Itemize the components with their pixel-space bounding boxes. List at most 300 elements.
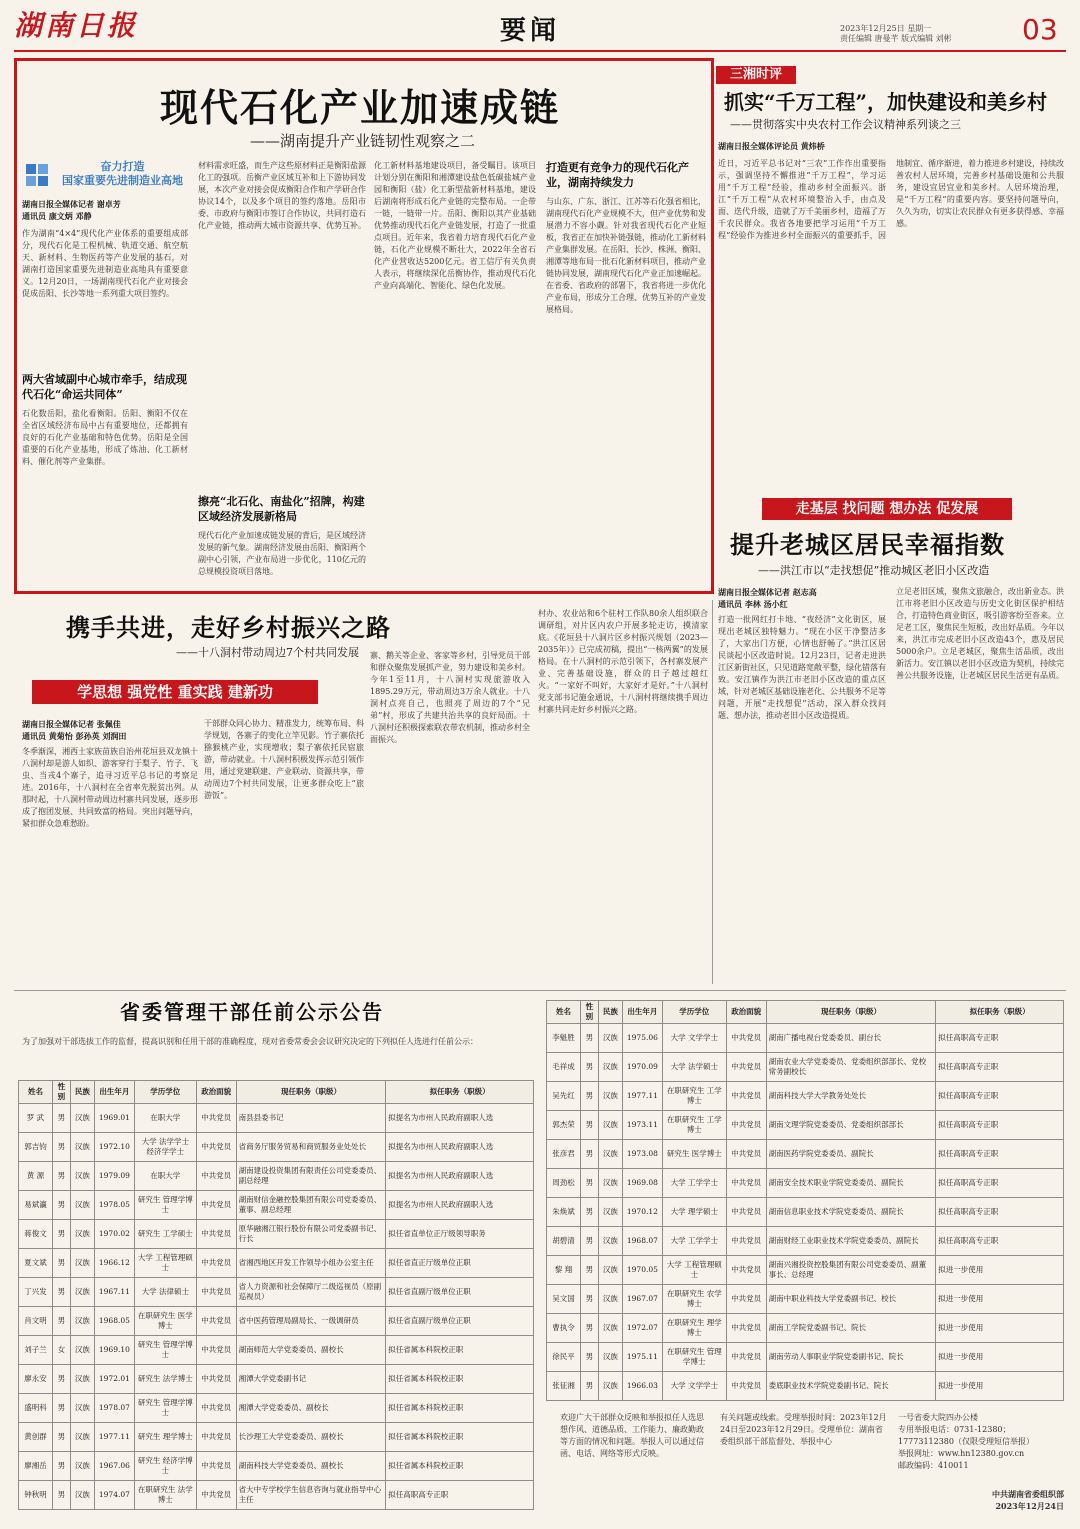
cell-ethnicity: 汉族 [70, 1133, 94, 1162]
cell-gender: 男 [52, 1423, 70, 1452]
col-party: 政治面貌 [726, 1001, 766, 1024]
col-party: 政治面貌 [196, 1081, 236, 1104]
badge-line1: 奋力打造 [100, 160, 145, 173]
cell-proposed-post: 拟进一步使用 [936, 1343, 1064, 1372]
cell-ethnicity: 汉族 [598, 1227, 622, 1256]
cell-gender: 男 [580, 1082, 598, 1111]
cell-party: 中共党员 [196, 1104, 236, 1133]
commentary-byline: 湖南日报全媒体评论员 黄炜桥 [718, 141, 825, 151]
cell-party: 中共党员 [726, 1169, 766, 1198]
cell-current-post: 南县县委书记 [236, 1104, 386, 1133]
cell-birth: 1973.08 [622, 1140, 662, 1169]
oldtown-headline: 提升老城区居民幸福指数 [730, 530, 1005, 559]
badge-icon [22, 158, 58, 190]
cell-name: 吴先红 [547, 1082, 581, 1111]
cell-current-post: 湖南财信金融控股集团有限公司党委委员、董事、副总经理 [236, 1191, 386, 1220]
cell-name: 郭吉钧 [19, 1133, 53, 1162]
cell-party: 中共党员 [196, 1365, 236, 1394]
lead-col-1b: 石化数岳阳，盐化看衡阳。岳阳、衡阳不仅在全省区域经济布局中占有重要地位，还都拥有良好的石化产业基础和特色优势。岳阳是全国重要的石化产业基地，形成了炼油、化工新材料、催化剂等产业集群。 [22, 409, 188, 466]
cell-party: 中共党员 [196, 1394, 236, 1423]
cell-gender: 男 [580, 1140, 598, 1169]
col-current-post: 现任职务（职级） [236, 1081, 386, 1104]
newspaper-logo: 湖南日报 [14, 9, 139, 42]
cell-proposed-post: 拟任高职高专正职 [936, 1140, 1064, 1169]
cell-gender: 男 [52, 1249, 70, 1278]
cell-current-post: 湘潭大学党委副书记 [236, 1365, 386, 1394]
table-row [19, 1220, 534, 1249]
col-proposed-post: 拟任职务（职级） [936, 1001, 1064, 1024]
cell-ethnicity: 汉族 [70, 1162, 94, 1191]
col-birth: 出生年月 [622, 1001, 662, 1024]
study-kicker: 学思想 强党性 重实践 建新功 [32, 680, 318, 704]
cell-name: 夏文斌 [19, 1249, 53, 1278]
cell-name: 郭杰荣 [547, 1111, 581, 1140]
cell-proposed-post: 拟进一步使用 [936, 1285, 1064, 1314]
cell-party: 中共党员 [196, 1307, 236, 1336]
cell-birth: 1972.10 [94, 1133, 134, 1162]
table-row [547, 1111, 1064, 1140]
lead-subhead-1: 两大省域副中心城市牵手，结成现代石化“命运共同体” [22, 373, 187, 401]
cell-name: 黄创群 [19, 1423, 53, 1452]
cell-party: 中共党员 [726, 1111, 766, 1140]
cell-birth: 1970.05 [622, 1256, 662, 1285]
cell-birth: 1968.05 [94, 1307, 134, 1336]
col-birth: 出生年月 [94, 1081, 134, 1104]
table-row [547, 1314, 1064, 1343]
cell-education: 研究生 理学博士 [134, 1423, 196, 1452]
cell-proposed-post: 拟任高职高专正职 [386, 1481, 534, 1510]
cell-ethnicity: 汉族 [598, 1285, 622, 1314]
table-row [19, 1423, 534, 1452]
cell-education: 研究生 法学博士 [134, 1365, 196, 1394]
commentary-subheadline: ——贯彻落实中央农村工作会议精神系列谈之三 [730, 118, 961, 131]
cell-birth: 1967.07 [622, 1285, 662, 1314]
cell-current-post: 湖南信息职业技术学院党委委员、副院长 [766, 1198, 936, 1227]
cell-education: 在职研究生 工学博士 [662, 1111, 726, 1140]
cell-party: 中共党员 [726, 1082, 766, 1111]
cell-ethnicity: 汉族 [70, 1365, 94, 1394]
cell-current-post: 湖南医药学院党委委员、副院长 [766, 1140, 936, 1169]
cell-party: 中共党员 [196, 1423, 236, 1452]
cell-gender: 男 [52, 1307, 70, 1336]
village-byline [22, 718, 198, 742]
col-education: 学历学位 [662, 1001, 726, 1024]
village-col-1: 冬季渐深，湘西土家族苗族自治州花垣县双龙镇十八洞村却是游人如织、游客穿行于梨子、竹子、飞虫、当戎4个寨子，追寻习近平总书记的考察足迹。2016年，十八洞村在全省率先脱贫出列。从那时起，十八洞村带动周边村寨共同发展，逐步形成了抱团发展、共同致富的格局。突出问题导向，紧扣群众急难愁盼。 [22, 747, 198, 828]
cell-current-post: 省中医药管理局副局长、一级调研员 [236, 1307, 386, 1336]
cell-current-post: 省商务厅服务贸易和商贸服务业处处长 [236, 1133, 386, 1162]
cell-proposed-post: 拟任省属本科院校正职 [386, 1394, 534, 1423]
table-row [19, 1394, 534, 1423]
col-education: 学历学位 [134, 1081, 196, 1104]
lead-col-1: 作为湖南“4×4”现代化产业体系的重要组成部分，现代石化是工程机械、轨道交通、航空航天、新材料、生物医药等产业发展的基石，对湖南打造国家重要先进制造业高地具有重要意义。12月20日，一场湖南现代石化产业对接会促成岳阳、长沙等地一系列重大项目签约。 [22, 229, 188, 298]
lead-col-3: 化工新材料基地建设项目，备受瞩目。该项目计划分别在衡阳和湘潭建设盐色低碳盐城产业园和衡阳（盐）化工新型盐新材料基地，建设后湖南将形成石化产业链的完整布局。一企带一链，一链带一片。岳阳、衡阳以其产业基础优势推动现代石化产业链发展，打造了一批重点项目。近年来，我省着力培育现代石化产业链，石化产业规模不断壮大，2022年全省石化产业营收达5200亿元。省工信厅有关负责人表示，将继续深化岳衡协作，推动现代石化产业向高端化、智能化、绿色化发展。 [374, 161, 536, 290]
cell-birth: 1973.11 [622, 1111, 662, 1140]
cell-ethnicity: 汉族 [70, 1423, 94, 1452]
oldtown-byline [718, 586, 878, 610]
cell-proposed-post: 拟任高职高专正职 [936, 1053, 1064, 1082]
col-name: 姓名 [19, 1081, 53, 1104]
cell-name: 黎 翔 [547, 1256, 581, 1285]
cell-gender: 男 [52, 1191, 70, 1220]
col-gender: 性别 [580, 1001, 598, 1024]
cell-education: 大学 法学硕士 [662, 1053, 726, 1082]
cell-ethnicity: 汉族 [598, 1372, 622, 1401]
cell-ethnicity: 汉族 [70, 1452, 94, 1481]
cell-name: 张征湘 [547, 1372, 581, 1401]
cell-birth: 1972.01 [94, 1365, 134, 1394]
cell-gender: 男 [580, 1111, 598, 1140]
cell-name: 吴文国 [547, 1285, 581, 1314]
table-row [19, 1307, 534, 1336]
table-row [19, 1249, 534, 1278]
announcement-footer-mid: 有关问题或线索。受理举报时间：2023年12月24日至2023年12月29日。受理单位：湖南省委组织部干部监督处、举报中心 [720, 1413, 887, 1446]
table-row [547, 1198, 1064, 1227]
cell-party: 中共党员 [196, 1249, 236, 1278]
lead-byline-correspondent: 通讯员 康文炳 邓静 [22, 211, 92, 221]
cell-party: 中共党员 [726, 1227, 766, 1256]
announcement-footer-right [898, 1412, 1064, 1512]
cell-name: 胡碧清 [547, 1227, 581, 1256]
cell-gender: 男 [580, 1256, 598, 1285]
village-col-4: 村办、农业站和6个驻村工作队80余人组织联合调研组，对片区内农户开展多轮走访，摸清家底。《花垣县十八洞片区乡村振兴规划（2023—2035年）》已完成初稿，提出“一核两翼”的发展格局。在十八洞村的示范引领下，各村寨发展产业、完善基础设施，群众的日子越过越红火。“一家好不叫好，大家好才是好。”十八洞村党支部书记施金通说，十八洞村将继续携手周边村寨共同走好乡村振兴之路。 [538, 609, 708, 714]
table-row [547, 1024, 1064, 1053]
announcement-signer: 中共湖南省委组织部 [992, 1489, 1064, 1499]
cell-name: 钟秋明 [19, 1481, 53, 1510]
cell-current-post: 湖南劳动人事职业学院党委副书记、院长 [766, 1343, 936, 1372]
table-row [19, 1481, 534, 1510]
col-current-post: 现任职务（职级） [766, 1001, 936, 1024]
col-ethnicity: 民族 [70, 1081, 94, 1104]
cell-gender: 男 [52, 1394, 70, 1423]
cell-current-post: 湖南工学院党委副书记、院长 [766, 1314, 936, 1343]
cell-education: 研究生 工学硕士 [134, 1220, 196, 1249]
cell-current-post: 湖南安全技术职业学院党委委员、副院长 [766, 1169, 936, 1198]
cell-gender: 男 [580, 1343, 598, 1372]
cell-name: 黄 源 [19, 1162, 53, 1191]
cell-party: 中共党员 [726, 1024, 766, 1053]
cell-proposed-post: 拟任省直副厅级单位正职 [386, 1307, 534, 1336]
cell-education: 大学 工程管理硕士 [662, 1256, 726, 1285]
cell-current-post: 长沙理工大学党委委员、副校长 [236, 1423, 386, 1452]
manufacturing-badge [22, 158, 190, 192]
cell-education: 研究生 经济学博士 [134, 1452, 196, 1481]
grassroots-kicker: 走基层 找问题 想办法 促发展 [762, 498, 1012, 520]
cell-current-post: 湖南农业大学党委委员、党委组织部部长、党校常务副校长 [766, 1053, 936, 1082]
cell-birth: 1970.09 [622, 1053, 662, 1082]
cell-name: 肖文明 [19, 1307, 53, 1336]
footer-website: 举报网址：www.hn12380.gov.cn [898, 1449, 1025, 1458]
cell-gender: 男 [52, 1104, 70, 1133]
dateline [840, 24, 1020, 44]
village-headline: 携手共进，走好乡村振兴之路 [66, 613, 391, 642]
oldtown-byline-reporter: 湖南日报全媒体记者 赵志高 [718, 587, 817, 597]
cell-name: 周劲松 [547, 1169, 581, 1198]
badge-line2: 国家重要先进制造业高地 [62, 174, 183, 187]
cell-ethnicity: 汉族 [70, 1220, 94, 1249]
cell-ethnicity: 汉族 [598, 1198, 622, 1227]
table-row [19, 1452, 534, 1481]
cell-birth: 1979.09 [94, 1162, 134, 1191]
cell-party: 中共党员 [726, 1053, 766, 1082]
column-divider [712, 600, 713, 984]
cell-birth: 1970.02 [94, 1220, 134, 1249]
table-row [19, 1133, 534, 1162]
cell-proposed-post: 拟任省直副厅级单位正职 [386, 1278, 534, 1307]
cell-education: 在职研究生 法学博士 [134, 1481, 196, 1510]
announcement-sign-date: 2023年12月24日 [995, 1501, 1064, 1511]
cell-birth: 1974.07 [94, 1481, 134, 1510]
cell-birth: 1978.05 [94, 1191, 134, 1220]
cell-education: 在职研究生 医学博士 [134, 1307, 196, 1336]
cell-ethnicity: 汉族 [598, 1169, 622, 1198]
cell-current-post: 湖南中职业科技大学党委副书记、校长 [766, 1285, 936, 1314]
cell-current-post: 湖南财经工业职业技术学院党委委员、副院长 [766, 1227, 936, 1256]
cell-name: 廖湘岳 [19, 1452, 53, 1481]
footer-phone: 专用举报电话：0731-12380；17773112380（仅限受理短信举报） [898, 1425, 1034, 1446]
cell-birth: 1970.12 [622, 1198, 662, 1227]
table-row [547, 1140, 1064, 1169]
cell-ethnicity: 汉族 [70, 1104, 94, 1133]
cell-name: 罗 武 [19, 1104, 53, 1133]
appointee-table-left [18, 1080, 534, 1510]
cell-proposed-post: 拟任高职高专正职 [936, 1227, 1064, 1256]
cell-party: 中共党员 [196, 1452, 236, 1481]
oldtown-col-1: 打造一批网红打卡地、“夜经济”文化街区，展现出老城区独特魅力。“现在小区干净整洁多了，大家出门方便，心情也舒畅了。”洪江区居民谈起小区改造时说。12月23日，记者走进洪江区新街社区，只见道路宽敞平整，绿化错落有致。安江镇作为洪江市老旧小区改造的重点区域，针对老城区基础设施老化、公共服务不足等问题，开展“走找想促”活动，深入群众找问题、想办法，推动老旧小区改造提质。 [718, 615, 886, 720]
cell-party: 中共党员 [196, 1336, 236, 1365]
cell-party: 中共党员 [196, 1133, 236, 1162]
cell-birth: 1968.07 [622, 1227, 662, 1256]
cell-gender: 男 [580, 1227, 598, 1256]
cell-ethnicity: 汉族 [598, 1343, 622, 1372]
cell-birth: 1967.06 [94, 1452, 134, 1481]
village-byline-reporter: 湖南日报全媒体记者 张佩佳 [22, 719, 121, 729]
cell-gender: 男 [580, 1285, 598, 1314]
cell-proposed-post: 拟进一步使用 [936, 1314, 1064, 1343]
table-row [19, 1191, 534, 1220]
cell-education: 研究生 管理学博士 [134, 1394, 196, 1423]
table-row [547, 1343, 1064, 1372]
table-row [19, 1104, 534, 1133]
cell-proposed-post: 拟任高职高专正职 [936, 1024, 1064, 1053]
lead-byline [22, 198, 182, 222]
cell-proposed-post: 拟任高职高专正职 [936, 1111, 1064, 1140]
lead-subheadline: ——湖南提升产业链韧性观察之二 [250, 132, 476, 150]
cell-current-post: 省湘西地区开发工作领导小组办公室主任 [236, 1249, 386, 1278]
cell-education: 在职研究生 农学博士 [662, 1285, 726, 1314]
lead-col-2: 材料需求旺盛，而生产这些原材料正是衡阳盐源化工的强项。岳衡产业区域互补和上下游协同发展，本次产业对接会促成衡阳合作和产学研合作协议14个，以及多个项目的签约落地。岳阳市委、市政府与衡阳市签订合作协议，共同打造石化产业链，推动两大城市资源共享、优势互补。 [198, 161, 366, 230]
cell-gender: 男 [52, 1481, 70, 1510]
commentary-kicker: 三湘时评 [716, 66, 796, 84]
cell-education: 研究生 管理学博士 [134, 1191, 196, 1220]
cell-birth: 1966.12 [94, 1249, 134, 1278]
lead-subhead-2: 擦亮“北石化、南盐化”招牌，构建区域经济发展新格局 [198, 495, 365, 523]
cell-birth: 1966.03 [622, 1372, 662, 1401]
page-number: 03 [1022, 13, 1058, 46]
date-text: 2023年12月25日 星期一 [840, 24, 932, 33]
cell-education: 在职大学 [134, 1104, 196, 1133]
cell-name: 蒋俊文 [19, 1220, 53, 1249]
announcement-footer-left: 欢迎广大干部群众反映和举报拟任人选思想作风、道德品质、工作能力、廉政勤政等方面的情况和问题。举报人可以通过信函、电话、网络等形式反映。 [560, 1413, 704, 1458]
cell-name: 毛祥成 [547, 1053, 581, 1082]
cell-proposed-post: 拟任省直正厅级单位正职 [386, 1249, 534, 1278]
cell-proposed-post: 拟提名为市州人民政府副职人选 [386, 1133, 534, 1162]
cell-proposed-post: 拟任高职高专正职 [936, 1169, 1064, 1198]
cell-education: 大学 工程管理硕士 [134, 1249, 196, 1278]
cell-name: 李魁胜 [547, 1024, 581, 1053]
oldtown-byline-correspondent: 通讯员 李林 汤小红 [718, 599, 788, 609]
col-proposed-post: 拟任职务（职级） [386, 1081, 534, 1104]
cell-proposed-post: 拟任省属本科院校正职 [386, 1336, 534, 1365]
commentary-headline: 抓实“千万工程”，加快建设和美乡村 [724, 90, 1048, 114]
cell-current-post: 湖南建设投资集团有限责任公司党委委员、副总经理 [236, 1162, 386, 1191]
cell-education: 大学 文学学士 [662, 1372, 726, 1401]
village-byline-correspondent: 通讯员 黄菊怡 彭孙英 刘润田 [22, 731, 127, 741]
cell-ethnicity: 汉族 [70, 1307, 94, 1336]
cell-ethnicity: 汉族 [598, 1024, 622, 1053]
cell-education: 在职大学 [134, 1162, 196, 1191]
cell-birth: 1978.07 [94, 1394, 134, 1423]
cell-ethnicity: 汉族 [70, 1394, 94, 1423]
cell-education: 在职研究生 管理学博士 [662, 1343, 726, 1372]
cell-proposed-post: 拟提名为市州人民政府副职人选 [386, 1191, 534, 1220]
col-ethnicity: 民族 [598, 1001, 622, 1024]
cell-party: 中共党员 [196, 1278, 236, 1307]
lead-col-4: 与山东、广东、浙江、江苏等石化强省相比，湖南现代石化产业规模不大，但产业优势和发展潜力不容小觑。针对我省现代石化产业短板，我省正在加快补链强链，推动化工新材料产业集群发展。在岳阳、长沙、株洲、衡阳、湘潭等地布局一批石化新材料项目，推动产业链协同发展，湖南现代石化产业正加速崛起。在省委、省政府的部署下，我省将进一步优化产业布局，形成分工合理、优势互补的产业发展格局。 [546, 197, 706, 314]
table-row [19, 1278, 534, 1307]
cell-ethnicity: 汉族 [598, 1111, 622, 1140]
cell-name: 廖永安 [19, 1365, 53, 1394]
cell-proposed-post: 拟任省属本科院校正职 [386, 1365, 534, 1394]
table-header-row [19, 1081, 534, 1104]
cell-birth: 1977.11 [94, 1423, 134, 1452]
cell-education: 研究生 医学博士 [662, 1140, 726, 1169]
oldtown-subheadline: ——洪江市以“走找想促”推动城区老旧小区改造 [758, 564, 990, 577]
cell-education: 大学 理学硕士 [662, 1198, 726, 1227]
commentary-body: 近日，习近平总书记对“三农”工作作出重要指示，强调坚持不懈推进“千万工程”，学习运用“千万工程”经验，推动乡村全面振兴。浙江“千万工程”从农村环境整治入手，由点及面、迭代升级，造就了万千美丽乡村，造福了万千农民群众。我省各地要把学习运用“千万工程”经验作为推进乡村全面振兴的重要抓手，因地制宜、循序渐进，着力推进乡村建设，持续改善农村人居环境，完善乡村基础设施和公共服务，建设宜居宜业和美乡村。人居环境治理，是“千万工程”的重要内容。要坚持问题导向，久久为功，切实让农民群众有更多获得感、幸福感。 [718, 159, 1064, 240]
cell-education: 在职研究生 理学博士 [662, 1314, 726, 1343]
cell-party: 中共党员 [726, 1343, 766, 1372]
cell-name: 朱焕斌 [547, 1198, 581, 1227]
cell-birth: 1969.10 [94, 1336, 134, 1365]
cell-birth: 1972.07 [622, 1314, 662, 1343]
cell-ethnicity: 汉族 [70, 1336, 94, 1365]
cell-education: 大学 工学学士 [662, 1169, 726, 1198]
cell-party: 中共党员 [196, 1191, 236, 1220]
table-row [19, 1336, 534, 1365]
lead-byline-reporter: 湖南日报全媒体记者 谢卓芳 [22, 199, 121, 209]
cell-birth: 1977.11 [622, 1082, 662, 1111]
announcement-title: 省委管理干部任前公示公告 [120, 1000, 384, 1024]
cell-current-post: 娄底职业技术学院党委副书记、院长 [766, 1372, 936, 1401]
table-row [547, 1372, 1064, 1401]
cell-party: 中共党员 [196, 1220, 236, 1249]
lead-headline: 现代石化产业加速成链 [159, 85, 560, 130]
cell-current-post: 湖南师范大学党委委员、副校长 [236, 1336, 386, 1365]
lead-subhead-3: 打造更有竞争力的现代石化产业，湖南持续发力 [546, 161, 689, 189]
cell-gender: 女 [52, 1336, 70, 1365]
cell-current-post: 湖南兴湘投资控股集团有限公司党委委员、副董事长、总经理 [766, 1256, 936, 1285]
cell-gender: 男 [52, 1162, 70, 1191]
cell-ethnicity: 汉族 [598, 1082, 622, 1111]
cell-proposed-post: 拟进一步使用 [936, 1372, 1064, 1401]
cell-current-post: 省人力资源和社会保障厅二级巡视员（原副巡视员） [236, 1278, 386, 1307]
table-row [19, 1162, 534, 1191]
cell-current-post: 湖南科技大学大学教务处处长 [766, 1082, 936, 1111]
cell-proposed-post: 拟任省属本科院校正职 [386, 1423, 534, 1452]
table-row [547, 1256, 1064, 1285]
cell-ethnicity: 汉族 [598, 1140, 622, 1169]
table-header-row [547, 1001, 1064, 1024]
masthead-rule [14, 50, 1066, 52]
cell-ethnicity: 汉族 [70, 1481, 94, 1510]
cell-gender: 男 [52, 1220, 70, 1249]
cell-gender: 男 [52, 1278, 70, 1307]
cell-birth: 1975.11 [622, 1343, 662, 1372]
col-name: 姓名 [547, 1001, 581, 1024]
cell-proposed-post: 拟任省属本科院校正职 [386, 1452, 534, 1481]
col-gender: 性别 [52, 1081, 70, 1104]
cell-name: 刘子兰 [19, 1336, 53, 1365]
cell-ethnicity: 汉族 [598, 1256, 622, 1285]
footer-postcode: 邮政编码：410011 [898, 1461, 969, 1470]
cell-name: 张彦君 [547, 1140, 581, 1169]
cell-education: 研究生 管理学博士 [134, 1336, 196, 1365]
cell-education: 在职研究生 工学博士 [662, 1082, 726, 1111]
cell-proposed-post: 拟提名为市州人民政府副职人选 [386, 1162, 534, 1191]
cell-name: 盛明科 [19, 1394, 53, 1423]
cell-ethnicity: 汉族 [598, 1053, 622, 1082]
cell-name: 曹执令 [547, 1314, 581, 1343]
cell-proposed-post: 拟进一步使用 [936, 1256, 1064, 1285]
cell-gender: 男 [580, 1198, 598, 1227]
cell-proposed-post: 拟任高职高专正职 [936, 1082, 1064, 1111]
cell-ethnicity: 汉族 [70, 1278, 94, 1307]
cell-birth: 1967.11 [94, 1278, 134, 1307]
cell-education: 大学 法律硕士 [134, 1278, 196, 1307]
table-row [547, 1285, 1064, 1314]
oldtown-col-2: 立足老旧区域，聚焦文旅融合，改出新业态。洪江市将老旧小区改造与历史文化街区保护相结合，打造特色商业街区，吸引游客纷至沓来。立足老工区，聚焦民生短板，改出好品质。今年以来，洪江市完成老旧小区改造43个，惠及居民5000余户。立足老城区，聚焦生活品质，改出新活力。安江镇以老旧小区改造为契机，持续完善公共服务设施，让老城区居民生活更有品质。 [896, 587, 1064, 680]
village-subheadline: ——十八洞村带动周边7个村共同发展 [176, 646, 359, 659]
cell-gender: 男 [580, 1169, 598, 1198]
cell-current-post: 湖南广播电视台党委委员、副台长 [766, 1024, 936, 1053]
cell-gender: 男 [580, 1372, 598, 1401]
cell-ethnicity: 汉族 [70, 1191, 94, 1220]
lead-col-2b: 现代石化产业加速成链发展的背后，是区域经济发展的新气象。湖南经济发展由岳阳、衡阳两个副中心引领，产业布局进一步优化，110亿元的总规模投资项目落地。 [198, 531, 366, 576]
section-name: 要闻 [500, 16, 561, 46]
table-row [547, 1053, 1064, 1082]
village-col-2: 干部群众同心协力、精准发力，统筹布局、科学规划，各寨子的变化立竿见影。竹子寨依托猕猴桃产业，实现增收；梨子寨依托民宿旅游，带动就业。十八洞村积极发挥示范引领作用，通过党建联建、产业联动、资源共享，带动周边7个村共同发展，让更多群众吃上“旅游饭”。 [204, 719, 364, 800]
cell-gender: 男 [580, 1024, 598, 1053]
table-row [547, 1082, 1064, 1111]
cell-proposed-post: 拟任省直单位正厅级领导职务 [386, 1220, 534, 1249]
announcement-intro: 为了加强对干部选拔工作的监督，提高识别和任用干部的准确程度，现对省委常委会会议研究决定的下列拟任人选进行任前公示： [22, 1037, 478, 1046]
cell-ethnicity: 汉族 [70, 1249, 94, 1278]
cell-party: 中共党员 [726, 1140, 766, 1169]
cell-party: 中共党员 [726, 1314, 766, 1343]
table-row [547, 1169, 1064, 1198]
appointee-table-right [546, 1000, 1064, 1401]
footer-address: 一号省委大院四办公楼 [898, 1413, 978, 1422]
cell-gender: 男 [580, 1053, 598, 1082]
cell-ethnicity: 汉族 [598, 1314, 622, 1343]
cell-current-post: 湘潭大学党委委员、副校长 [236, 1394, 386, 1423]
village-col-3: 寨、鹅关等企业、客家等乡村，引导党员干部和群众聚焦发展抓产业，努力建设和美乡村。今年1至11月，十八洞村实现旅游收入1895.29万元，带动周边3万余人就业。十八洞村点亮自己，也照亮了周边的7个“兄弟”村，形成了共建共治共享的良好局面。十八洞村还积极探索联农带农机制，推动乡村全面振兴。 [370, 651, 530, 744]
cell-education: 大学 工学学士 [662, 1227, 726, 1256]
cell-birth: 1969.08 [622, 1169, 662, 1198]
cell-current-post: 原华融湘江银行股份有限公司党委副书记、行长 [236, 1220, 386, 1249]
cell-name: 易斌瀛 [19, 1191, 53, 1220]
cell-party: 中共党员 [196, 1162, 236, 1191]
